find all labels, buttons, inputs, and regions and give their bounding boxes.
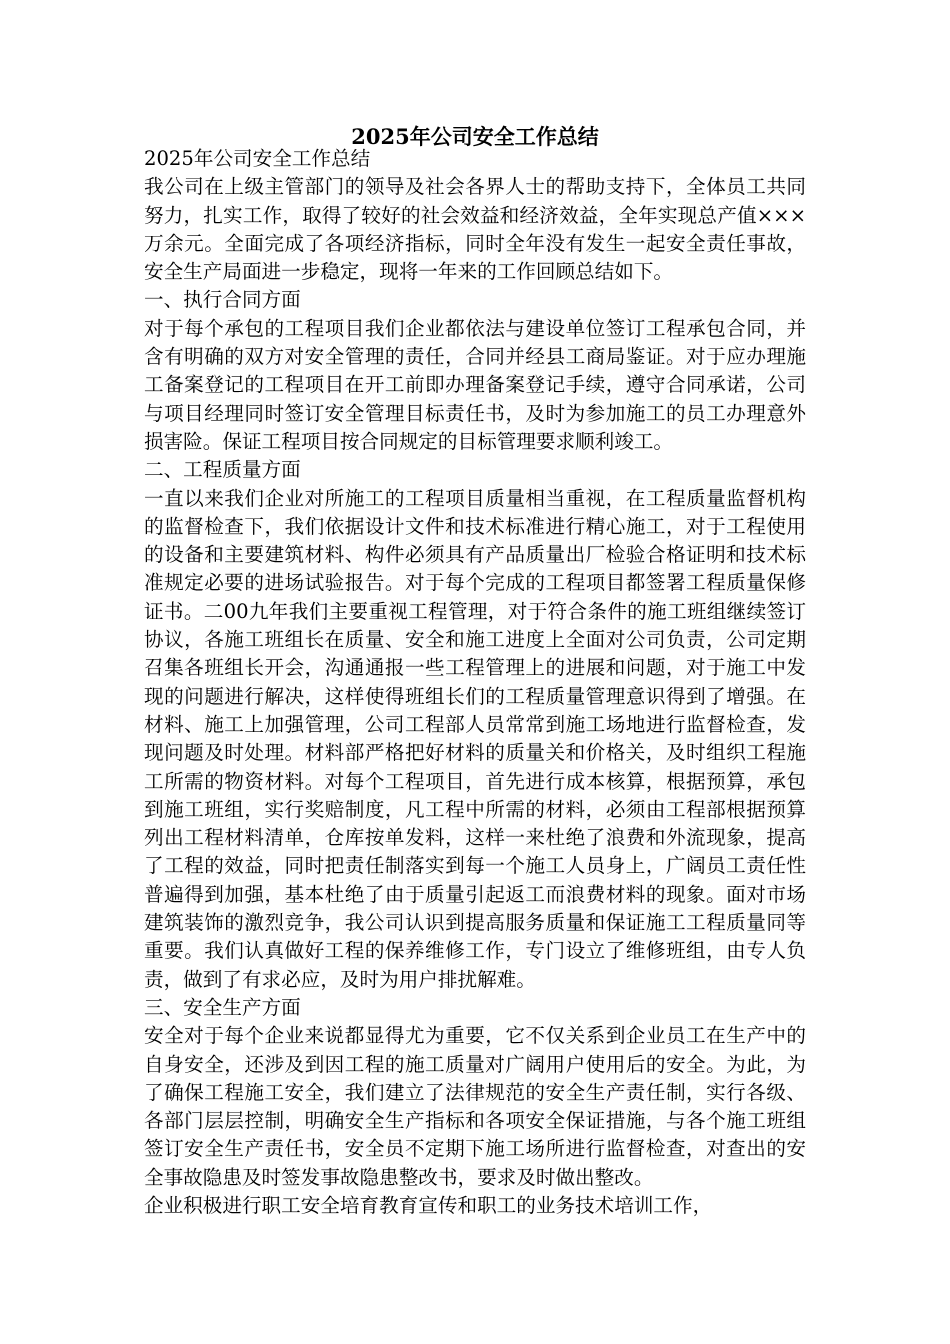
- section-heading-safety: 三、安全生产方面: [144, 995, 301, 1019]
- subtitle-paragraph: 2025年公司安全工作总结: [144, 147, 371, 170]
- quality-paragraph: 一直以来我们企业对所施工的工程项目质量相当重视，在工程质量监督机构的监督检查下，我们依据设计文件和技术标准进行精心施工，对于工程使用的设备和主要建筑材料、构件必须具有产品质量出厂检验合格证明和技术标准规定必要的进场试验报告。对于每个完成的工程项目都签署工程质量保修证书。二00九年我们主要重视工程管理，对于符合条件的施工班组继续签订协议，各施工班组长在质量、安全和施工进度上全面对公司负责，公司定期召集各班组长开会，沟通通报一些工程管理上的进展和问题，对于施工中发现的问题进行解决，这样使得班组长们的工程质量管理意识得到了增强。在材料、施工上加强管理，公司工程部人员常常到施工场地进行监督检查，发现问题及时处理。材料部严格把好材料的质量关和价格关，及时组织工程施工所需的物资材料。对每个工程项目，首先进行成本核算，根据预算，承包到施工班组，实行奖赔制度，凡工程中所需的材料，必须由工程部根据预算列出工程材料清单，仓库按单发料，这样一来杜绝了浪费和外流现象，提高了工程的效益，同时把责任制落实到每一个施工人员身上，广阔员工责任性普遍得到加强，基本杜绝了由于质量引起返工而浪费材料的现象。面对市场建筑装饰的激烈竞争，我公司认识到提高服务质量和保证施工工程质量同等重要。我们认真做好工程的保养维修工作，专门设立了维修班组，由专人负责，做到了有求必应，及时为用户排扰解难。: [144, 486, 806, 991]
- section-heading-contract: 一、执行合同方面: [144, 288, 301, 312]
- safety-paragraph: 安全对于每个企业来说都显得尤为重要，它不仅关系到企业员工在生产中的自身安全，还涉及到因工程的施工质量对广阔用户使用后的安全。为此，为了确保工程施工安全，我们建立了法律规范的安全生产责任制，实行各级、各部门层层控制，明确安全生产指标和各项安全保证措施，与各个施工班组签订安全生产责任书，安全员不定期下施工场所进行监督检查，对查出的安全事故隐患及时签发事故隐患整改书，要求及时做出整改。: [144, 1024, 806, 1189]
- intro-paragraph: 我公司在上级主管部门的领导及社会各界人士的帮助支持下，全体员工共同努力，扎实工作，取得了较好的社会效益和经济效益，全年实现总产值×××万余元。全面完成了各项经济指标，同时全年没有发生一起安全责任事故，安全生产局面进一步稳定，现将一年来的工作回顾总结如下。: [144, 175, 806, 284]
- document-body: [144, 145, 806, 1220]
- section-heading-quality: 二、工程质量方面: [144, 458, 301, 482]
- training-paragraph: 企业积极进行职工安全培育教育宣传和职工的业务技术培训工作，: [144, 1193, 713, 1217]
- contract-paragraph: 对于每个承包的工程项目我们企业都依法与建设单位签订工程承包合同，并含有明确的双方对安全管理的责任，合同并经县工商局鉴证。对于应办理施工备案登记的工程项目在开工前即办理备案登记手续，遵守合同承诺，公司与项目经理同时签订安全管理目标责任书，及时为参加施工的员工办理意外损害险。保证工程项目按合同规定的目标管理要求顺利竣工。: [144, 316, 806, 453]
- document-title: 2025年公司安全工作总结: [351, 124, 599, 149]
